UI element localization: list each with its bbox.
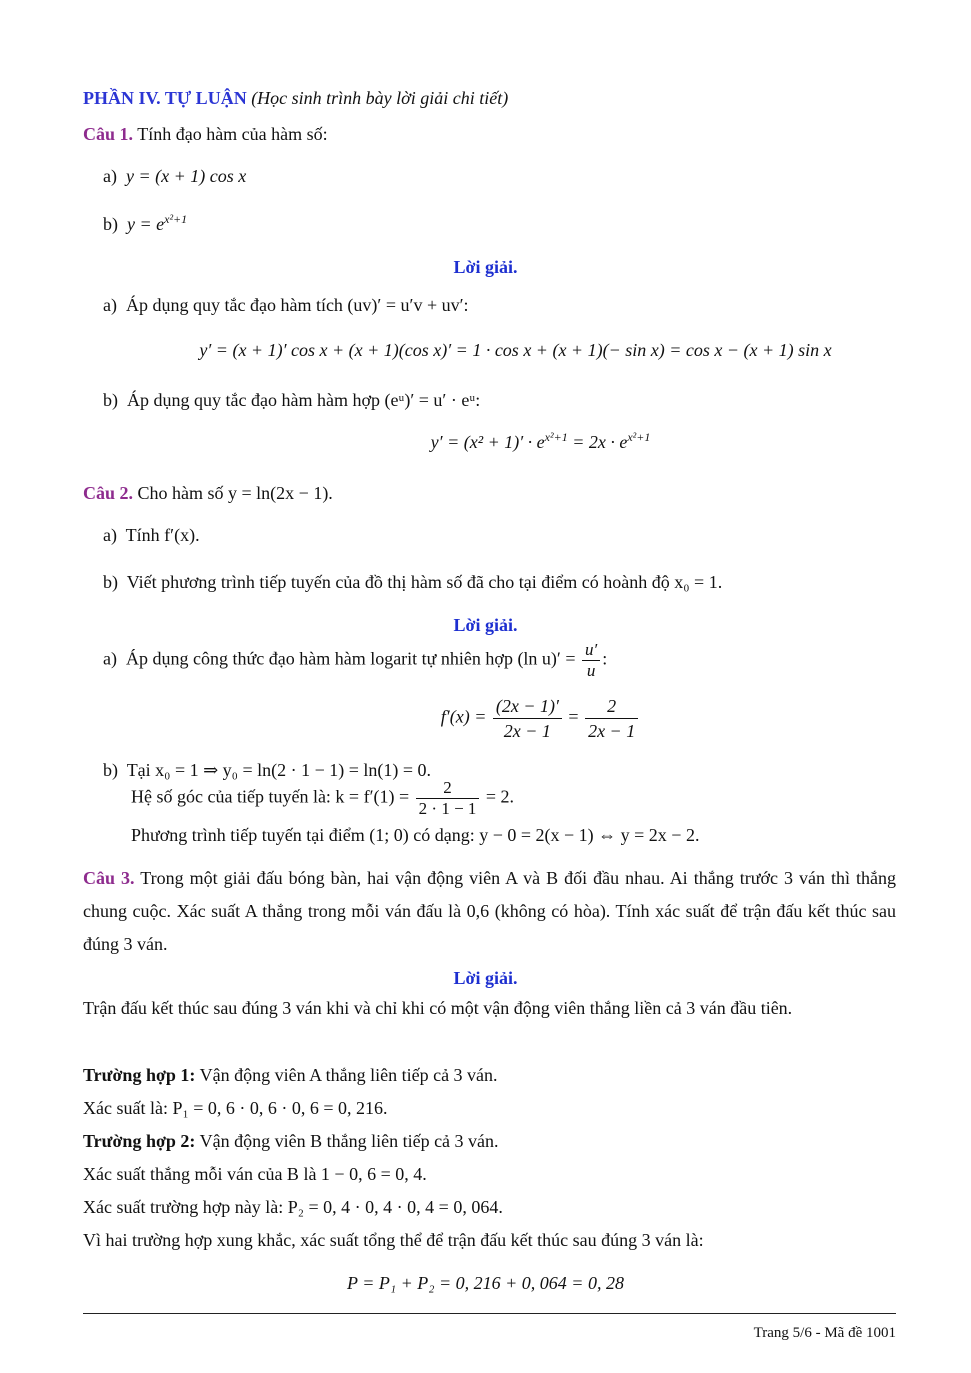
q1-sol-b-formula (0, 430, 971, 453)
q2-solution-a: a) Áp dụng công thức đạo hàm hàm logarit tự nhiên hợp (ln u)′ = $\frac{u'}{u}$ : (103, 640, 608, 680)
q2-sol-b-line1: Tại x₀ = 1 ⇒ y₀ = ln(2 · 1 − 1) = ln(1) = 0. (126, 760, 432, 780)
q1-part-b (103, 212, 187, 235)
question-2 (83, 483, 333, 504)
fraction-denominator: 2 · 1 − 1 (418, 799, 477, 818)
solution-heading-2: Lời giải. (453, 615, 518, 635)
section-header (83, 88, 508, 109)
part-label: b) (103, 572, 118, 592)
case-text: Vận động viên B thắng liên tiếp cả 3 ván. (199, 1131, 499, 1151)
formula: y′ = (x + 1)′ cos x + (x + 1)(cos x)′ = 1 · cos x + (x + 1)(− sin x) = cos x − (x + 1) sin x (199, 340, 832, 360)
question-1 (83, 124, 328, 145)
part-label: a) (103, 525, 117, 545)
q1-b-exponent: x²+1 (164, 212, 188, 226)
q3-sol-intro: Trận đấu kết thúc sau đúng 3 ván khi và chỉ khi có một vận động viên thắng liền cả 3 ván đầu tiên. (83, 998, 793, 1018)
q1-b-expression: y = e (127, 214, 165, 234)
part-label: a) (103, 295, 117, 315)
formula-part: = 2x · e (567, 432, 628, 452)
fraction (493, 694, 562, 743)
q2-sol-a-formula: f′(x) = $\frac{(2x - 1)'}{2x - 1}$ = $\frac{2}{2x - 1}$ (0, 694, 971, 743)
q3-case-2-each: Xác suất thắng mỗi ván của B là 1 − 0, 6 = 0, 4. (83, 1164, 427, 1184)
fraction (416, 778, 480, 819)
q2-sol-b-line3: Phương trình tiếp tuyến tại điểm (1; 0) có dạng: y − 0 = 2(x − 1) ⇔ y = 2x − 2. (131, 825, 700, 845)
q1-part-a (103, 166, 246, 187)
slope-text: Hệ số góc của tiếp tuyến là: k = f′(1) = (131, 786, 410, 807)
question-3-label: Câu 3. (83, 868, 135, 888)
case-text: Vận động viên A thắng liên tiếp cả 3 ván. (199, 1065, 498, 1085)
section-note: (Học sinh trình bày lời giải chi tiết) (251, 88, 509, 108)
formula-exponent: x²+1 (544, 430, 568, 444)
fraction (585, 694, 638, 743)
q3-case-1 (83, 1065, 498, 1086)
part-label: b) (103, 214, 118, 234)
q3-final-formula (0, 1273, 971, 1294)
case-label: Trường hợp 2: (83, 1131, 196, 1151)
q3-case-1-prob: Xác suất là: P₁ = 0, 6 · 0, 6 · 0, 6 = 0, 216. (83, 1098, 388, 1118)
fraction-denominator: 2x − 1 (588, 721, 636, 741)
q2-sol-a-text: Áp dụng công thức đạo hàm hàm logarit tự nhiên hợp (ln u)′ = (125, 648, 576, 669)
q1-sol-a-formula (0, 340, 971, 361)
q3-conclusion: Vì hai trường hợp xung khắc, xác suất tổng thể để trận đấu kết thúc sau đúng 3 ván là: (83, 1230, 704, 1250)
q2-part-b (103, 572, 722, 593)
q2-sol-b-line2 (131, 778, 514, 819)
q1-sol-b-text: Áp dụng quy tắc đạo hàm hàm hợp (eᵘ)′ = u′ · eᵘ: (127, 390, 481, 410)
part-label: b) (103, 760, 118, 780)
q1-a-expression: y = (x + 1) cos x (125, 166, 247, 186)
q3-case-2 (83, 1131, 499, 1152)
part-label: a) (103, 166, 117, 186)
q1-solution-a (103, 295, 469, 316)
part-label: a) (103, 648, 117, 669)
question-2-text: Cho hàm số y = ln(2x − 1). (137, 483, 333, 503)
solution-heading-3: Lời giải. (453, 968, 518, 988)
part-label: b) (103, 390, 118, 410)
q3-case-2-prob: Xác suất trường hợp này là: P₂ = 0, 4 · 0, 4 · 0, 4 = 0, 064. (83, 1197, 503, 1217)
formula-exponent: x²+1 (627, 430, 651, 444)
fraction-numerator: (2x − 1)′ (493, 694, 562, 719)
fraction-numerator: u′ (582, 640, 600, 661)
q1-solution-b (103, 390, 480, 411)
fraction-denominator: u (586, 661, 596, 680)
formula-part: y′ = (x² + 1)′ · e (430, 432, 545, 452)
q2-b-text: Viết phương trình tiếp tuyến của đồ thị hàm số đã cho tại điểm có hoành độ x₀ = 1. (126, 572, 723, 592)
page-footer: Trang 5/6 - Mã đề 1001 (753, 1325, 896, 1341)
question-1-text: Tính đạo hàm của hàm số: (137, 124, 328, 144)
solution-heading-1: Lời giải. (453, 257, 518, 277)
formula: P = P₁ + P₂ = 0, 216 + 0, 064 = 0, 28 (347, 1273, 624, 1293)
slope-result: = 2. (485, 786, 515, 807)
question-1-label: Câu 1. (83, 124, 134, 144)
fraction (582, 640, 600, 681)
fraction-numerator: 2 (585, 694, 638, 719)
question-2-label: Câu 2. (83, 483, 134, 503)
fraction-denominator: 2x − 1 (503, 721, 551, 741)
formula-lhs: f′(x) = (440, 706, 487, 727)
section-title: PHẦN IV. TỰ LUẬN (83, 88, 247, 108)
case-label: Trường hợp 1: (83, 1065, 196, 1085)
q2-part-a (103, 525, 200, 546)
fraction-numerator: 2 (416, 778, 480, 799)
question-3 (83, 862, 896, 961)
q1-sol-a-text: Áp dụng quy tắc đạo hàm tích (uv)′ = u′v + uv′: (125, 295, 469, 315)
q2-a-text: Tính f′(x). (125, 525, 200, 545)
footer-rule (83, 1313, 896, 1314)
question-3-text: Trong một giải đấu bóng bàn, hai vận động viên A và B đối đầu nhau. Ai thắng trước 3 ván thì thắng chung cuộc. Xác suất A thắng trong mỗi ván đấu là 0,6 (không có hòa). Tính xác suất để trận đấu kết thúc sau đúng 3 ván. (83, 868, 896, 954)
